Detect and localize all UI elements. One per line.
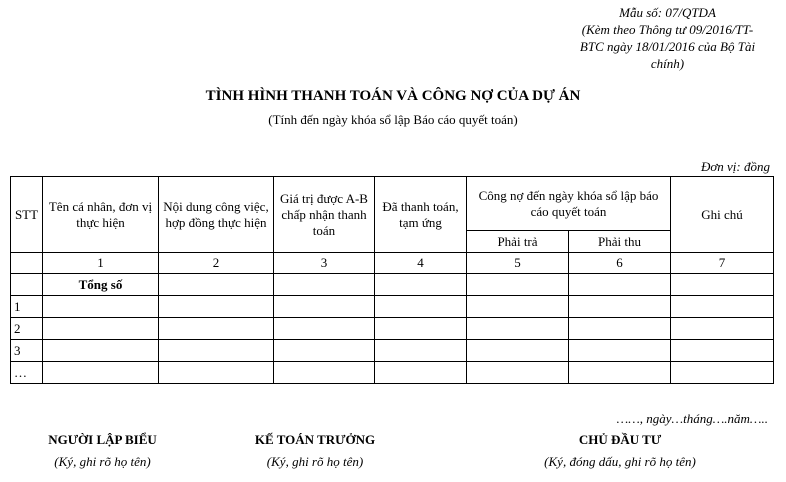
table-row: [11, 362, 774, 384]
header-payable: Phải trả: [467, 231, 569, 253]
column-number-empty: [11, 253, 43, 274]
signature-title: KẾ TOÁN TRƯỞNG: [254, 432, 376, 447]
table-header-row: [11, 177, 774, 231]
form-number: Mẫu số: 07/QTDA: [619, 5, 716, 20]
header-debt: Công nợ đến ngày khóa sổ lập báo cáo quyết toán: [467, 177, 671, 231]
currency-unit-label: Đơn vị: đồng: [700, 159, 770, 174]
signature-note: (Ký, ghi rõ họ tên): [54, 454, 151, 469]
payment-debt-table: [10, 176, 774, 384]
row-number: 1: [11, 296, 43, 318]
column-number: 4: [375, 253, 467, 274]
signature-note: (Ký, đóng dấu, ghi rõ họ tên): [544, 454, 696, 469]
header-value: Giá trị được A-B chấp nhận thanh toán: [274, 177, 375, 253]
signature-investor: [520, 432, 720, 470]
signature-title: CHỦ ĐẦU TƯ: [578, 432, 662, 447]
column-number: 3: [274, 253, 375, 274]
total-label: Tổng số: [43, 274, 159, 296]
header-note: Ghi chú: [671, 177, 774, 253]
form-note-line: BTC ngày 18/01/2016 của Bộ Tài: [579, 39, 756, 54]
header-paid: Đã thanh toán, tạm ứng: [375, 177, 467, 253]
header-receivable: Phải thu: [569, 231, 671, 253]
signature-note: (Ký, ghi rõ họ tên): [266, 454, 364, 469]
column-number-row: [11, 253, 774, 274]
total-row: [11, 274, 774, 296]
document-subtitle: (Tính đến ngày khóa sổ lập Báo cáo quyết toán): [268, 112, 518, 127]
header-name: Tên cá nhân, đơn vị thực hiện: [43, 177, 159, 253]
column-number: 5: [467, 253, 569, 274]
column-number: 2: [159, 253, 274, 274]
document-title: TÌNH HÌNH THANH TOÁN VÀ CÔNG NỢ CỦA DỰ ÁN: [205, 88, 581, 104]
header-content: Nội dung công việc, hợp đồng thực hiện: [159, 177, 274, 253]
column-number: 7: [671, 253, 774, 274]
form-note-line: chính): [650, 56, 685, 71]
signature-title: NGƯỜI LẬP BIỂU: [48, 432, 157, 447]
table-row: [11, 340, 774, 362]
column-number: 6: [569, 253, 671, 274]
date-line: ……, ngày…tháng….năm…..: [616, 411, 768, 426]
header-stt: STT: [11, 177, 43, 253]
form-note-line: (Kèm theo Thông tư 09/2016/TT-: [581, 22, 754, 37]
row-number: 3: [11, 340, 43, 362]
row-number: 2: [11, 318, 43, 340]
signature-accountant: [230, 432, 400, 470]
form-reference-note: [565, 4, 770, 72]
row-number: …: [11, 362, 43, 384]
table-row: [11, 296, 774, 318]
column-number: 1: [43, 253, 159, 274]
signature-preparer: [20, 432, 185, 470]
table-row: [11, 318, 774, 340]
